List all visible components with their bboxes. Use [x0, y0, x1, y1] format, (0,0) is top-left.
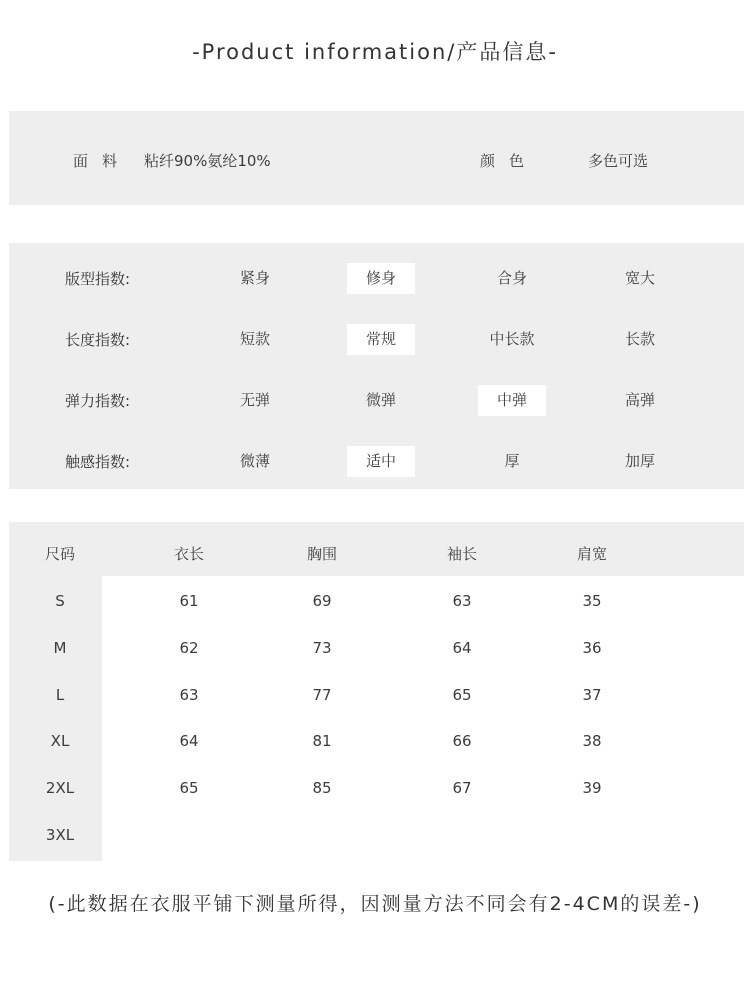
- table-cell: 77: [312, 686, 332, 704]
- table-cell: 37: [582, 686, 602, 704]
- index-option: 长款: [624, 330, 655, 348]
- index-option-selected: 修身: [347, 263, 415, 294]
- table-cell: 61: [179, 592, 199, 610]
- table-cell: 63: [452, 592, 472, 610]
- table-cell: 66: [452, 732, 472, 750]
- table-cell: 64: [452, 639, 472, 657]
- index-option: 高弹: [624, 391, 655, 409]
- table-cell: 69: [312, 592, 332, 610]
- table-cell: 62: [179, 639, 199, 657]
- table-cell: 81: [312, 732, 332, 750]
- touch-index-row: [9, 446, 744, 478]
- elasticity-index-row: [9, 385, 744, 417]
- table-cell: 65: [452, 686, 472, 704]
- table-cell: 67: [452, 779, 472, 797]
- size-cell: 2XL: [45, 779, 75, 797]
- table-cell: 39: [582, 779, 602, 797]
- size-table-header: [9, 522, 744, 576]
- table-header-chest: 胸围: [306, 545, 337, 563]
- index-option-selected: 中弹: [478, 385, 546, 416]
- table-cell: 64: [179, 732, 199, 750]
- color-label: 颜色: [480, 152, 539, 170]
- measurement-note: (-此数据在衣服平铺下测量所得，因测量方法不同会有2-4CM的误差-): [48, 893, 702, 915]
- material-value: 粘纤90%氨纶10%: [144, 152, 271, 170]
- index-panel: [9, 243, 744, 489]
- table-cell: 36: [582, 639, 602, 657]
- index-option: 微弹: [365, 391, 396, 409]
- index-label: 触感指数:: [65, 453, 131, 471]
- fit-index-row: [9, 263, 744, 295]
- index-option: 微薄: [239, 452, 270, 470]
- table-header-length: 衣长: [173, 545, 204, 563]
- table-cell: 85: [312, 779, 332, 797]
- length-index-row: [9, 324, 744, 356]
- index-label: 弹力指数:: [65, 392, 131, 410]
- index-option: 加厚: [624, 452, 655, 470]
- index-option: 紧身: [239, 269, 270, 287]
- size-cell: 3XL: [45, 826, 75, 844]
- size-cell: L: [55, 686, 65, 704]
- index-option: 厚: [504, 452, 520, 470]
- table-cell: 65: [179, 779, 199, 797]
- table-header-shoulder: 肩宽: [576, 545, 607, 563]
- table-cell: 35: [582, 592, 602, 610]
- table-cell: 38: [582, 732, 602, 750]
- page-title: -Product information/产品信息-: [192, 40, 558, 64]
- index-option: 短款: [239, 330, 270, 348]
- table-header-sleeve: 袖长: [446, 545, 477, 563]
- material-color-panel: [9, 111, 744, 205]
- color-value: 多色可选: [588, 152, 649, 170]
- table-cell: 63: [179, 686, 199, 704]
- index-option: 合身: [496, 269, 527, 287]
- size-cell: S: [55, 592, 65, 610]
- index-label: 长度指数:: [65, 331, 131, 349]
- index-label: 版型指数:: [65, 270, 131, 288]
- index-option: 宽大: [624, 269, 655, 287]
- index-option: 无弹: [239, 391, 270, 409]
- table-cell: 73: [312, 639, 332, 657]
- index-option: 中长款: [489, 330, 535, 348]
- size-cell: M: [53, 639, 67, 657]
- material-label: 面料: [73, 152, 132, 170]
- table-header-size: 尺码: [44, 545, 75, 563]
- size-table-size-column: [9, 576, 102, 861]
- index-option-selected: 常规: [347, 324, 415, 355]
- size-cell: XL: [50, 732, 70, 750]
- index-option-selected: 适中: [347, 446, 415, 477]
